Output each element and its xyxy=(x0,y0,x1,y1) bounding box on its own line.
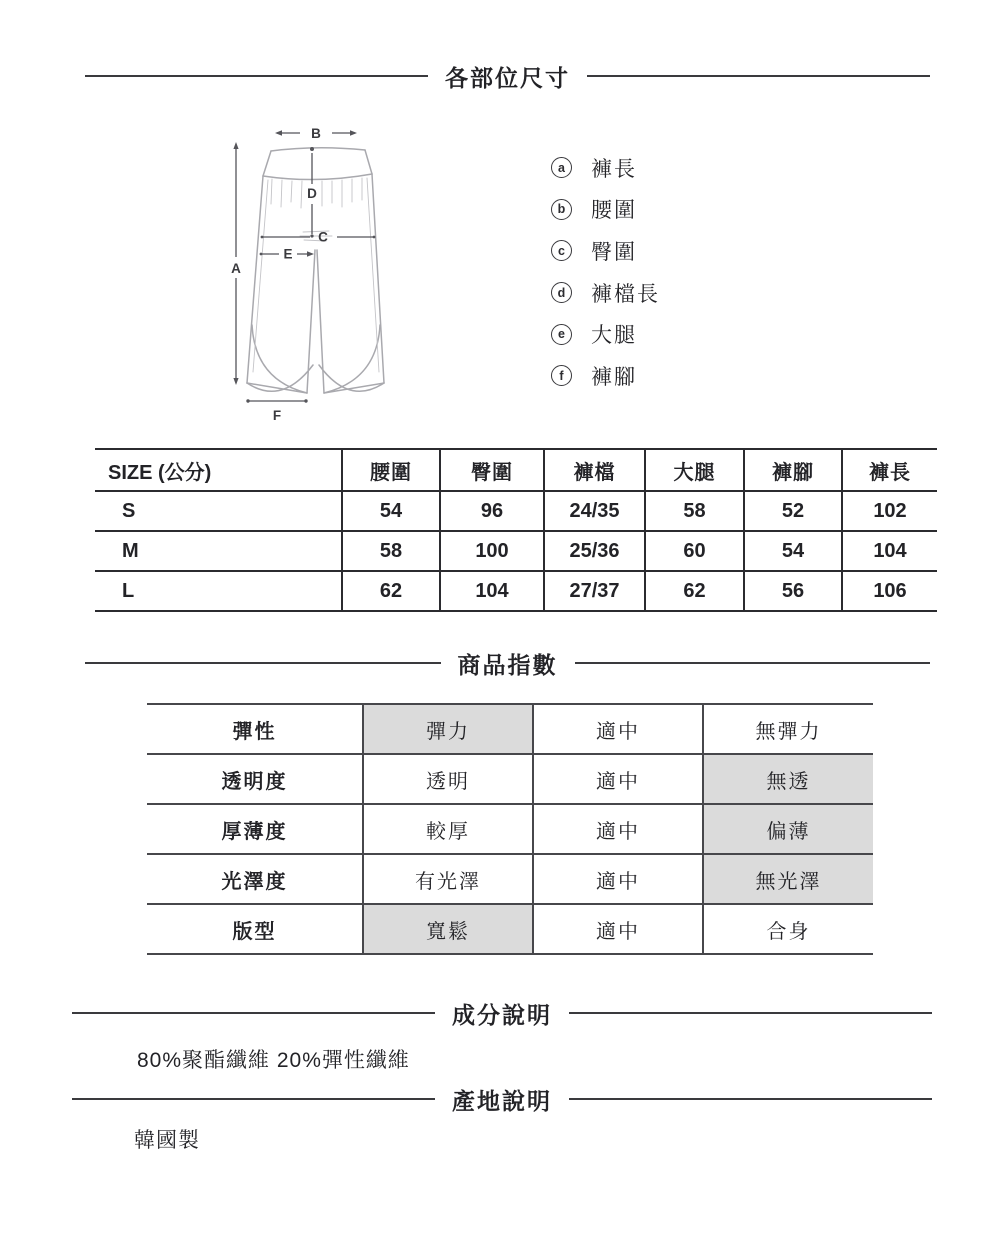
value-cell: 58 xyxy=(342,531,440,571)
size-cell: L xyxy=(122,579,135,602)
index-label-cell: 版型 xyxy=(232,920,277,943)
index-label-cell: 厚薄度 xyxy=(221,820,288,843)
index-table-row xyxy=(147,854,873,904)
value-cell: 27/37 xyxy=(544,571,645,611)
hem-petal-arcs xyxy=(252,325,380,393)
value-cell: 102 xyxy=(842,491,937,531)
legend-item xyxy=(551,230,660,272)
legend-label: 腰圍 xyxy=(591,199,637,223)
waistband-top-line xyxy=(271,148,365,151)
waistband-side-lines xyxy=(263,150,372,176)
index-option-cell: 無彈力 xyxy=(703,704,873,754)
index-table-row xyxy=(147,704,873,754)
legend-item xyxy=(551,355,660,397)
value-cell: 100 xyxy=(440,531,544,571)
divider-line xyxy=(85,75,428,77)
legend-key-icon: d xyxy=(551,282,572,303)
index-option-cell: 透明 xyxy=(363,754,533,804)
value-cell: 54 xyxy=(342,491,440,531)
size-cell: M xyxy=(122,539,139,562)
index-label-cell: 透明度 xyxy=(221,770,288,793)
value-cell: 54 xyxy=(744,531,842,571)
measure-label-a: A xyxy=(231,261,241,276)
measure-label-f: F xyxy=(272,408,282,423)
measure-label-c: C xyxy=(318,229,328,245)
section-header-measurements xyxy=(85,62,930,90)
index-option-cell: 適中 xyxy=(533,754,703,804)
measure-dot xyxy=(310,147,314,151)
size-table-header-cell: 臀圍 xyxy=(440,449,544,491)
divider-line xyxy=(72,1098,435,1100)
arrowhead-left-icon xyxy=(275,130,282,135)
arrowhead-down-icon xyxy=(233,378,238,385)
size-table-header-cell: 腰圍 xyxy=(342,449,440,491)
section-title-index: 商品指數 xyxy=(457,651,558,678)
legend-item xyxy=(551,147,660,189)
legend-label: 褲腳 xyxy=(591,365,637,389)
legend-label: 褲長 xyxy=(591,157,637,181)
measure-dot xyxy=(304,399,307,402)
size-table-header-cell: 褲長 xyxy=(842,449,937,491)
index-table-row xyxy=(147,804,873,854)
value-cell: 104 xyxy=(842,531,937,571)
value-cell: 106 xyxy=(842,571,937,611)
size-cell: S xyxy=(122,499,136,522)
size-table xyxy=(95,448,937,612)
measure-dot xyxy=(246,399,249,402)
index-option-cell: 適中 xyxy=(533,854,703,904)
divider-line xyxy=(575,662,931,664)
value-cell: 24/35 xyxy=(544,491,645,531)
value-cell: 25/36 xyxy=(544,531,645,571)
index-option-cell: 合身 xyxy=(703,904,873,954)
legend-key-icon: e xyxy=(551,324,572,345)
legend-item xyxy=(551,189,660,231)
value-cell: 62 xyxy=(342,571,440,611)
pants-diagram xyxy=(200,110,460,430)
section-header-index xyxy=(85,649,930,677)
index-option-cell: 適中 xyxy=(533,704,703,754)
seam-shading-lines xyxy=(253,178,379,372)
arrowhead-up-icon xyxy=(233,142,238,149)
outer-seams xyxy=(247,174,384,383)
index-label-cell: 光澤度 xyxy=(221,870,288,893)
size-table-header-cell: 褲檔 xyxy=(544,449,645,491)
index-option-cell-selected: 彈力 xyxy=(363,704,533,754)
inner-seams xyxy=(307,250,324,393)
size-table-header-cell: 褲腳 xyxy=(744,449,842,491)
legend-item xyxy=(551,313,660,355)
size-table-header-row xyxy=(95,449,937,491)
size-table-row xyxy=(95,491,937,531)
divider-line xyxy=(85,662,441,664)
legend-key-icon: a xyxy=(551,157,572,178)
legend-label: 褲檔長 xyxy=(591,282,660,306)
legend-key-icon: f xyxy=(551,365,572,386)
section-header-origin xyxy=(72,1085,932,1113)
waistband-bottom-line xyxy=(263,174,372,180)
value-cell: 56 xyxy=(744,571,842,611)
size-table-header-cell: 大腿 xyxy=(645,449,744,491)
legend-item xyxy=(551,272,660,314)
legend-label: 大腿 xyxy=(591,324,637,348)
size-table-row xyxy=(95,571,937,611)
index-option-cell: 適中 xyxy=(533,804,703,854)
arrowhead-right-icon xyxy=(350,130,357,135)
measure-label-b: B xyxy=(311,126,321,141)
measure-dot xyxy=(310,234,313,237)
section-title-origin: 產地說明 xyxy=(452,1087,552,1114)
index-table-row xyxy=(147,904,873,954)
value-cell: 62 xyxy=(645,571,744,611)
divider-line xyxy=(569,1098,932,1100)
size-table-row xyxy=(95,531,937,571)
arrowhead-right-icon xyxy=(307,251,314,256)
legend-key-icon: c xyxy=(551,240,572,261)
index-option-cell-selected: 偏薄 xyxy=(703,804,873,854)
origin-text: 韓國製 xyxy=(134,1129,200,1152)
value-cell: 96 xyxy=(440,491,544,531)
divider-line xyxy=(587,75,930,77)
index-table-row xyxy=(147,754,873,804)
value-cell: 58 xyxy=(645,491,744,531)
index-option-cell: 有光澤 xyxy=(363,854,533,904)
value-cell: 60 xyxy=(645,531,744,571)
index-label-cell: 彈性 xyxy=(232,720,277,743)
size-table-header-cell: SIZE (公分) xyxy=(108,461,212,484)
section-header-composition xyxy=(72,999,932,1027)
measurement-legend xyxy=(551,147,660,397)
divider-line xyxy=(72,1012,435,1014)
index-option-cell-selected: 無光澤 xyxy=(703,854,873,904)
section-title-composition: 成分說明 xyxy=(452,1001,552,1028)
measure-label-d: D xyxy=(307,186,317,201)
value-cell: 52 xyxy=(744,491,842,531)
value-cell: 104 xyxy=(440,571,544,611)
index-option-cell: 較厚 xyxy=(363,804,533,854)
section-title-measurements: 各部位尺寸 xyxy=(445,64,570,91)
product-index-table xyxy=(147,703,873,955)
index-option-cell-selected: 無透 xyxy=(703,754,873,804)
measure-label-e: E xyxy=(283,246,293,262)
composition-text: 80%聚酯纖維 20%彈性纖維 xyxy=(137,1049,410,1072)
legend-label: 臀圍 xyxy=(591,240,637,264)
divider-line xyxy=(569,1012,932,1014)
legend-key-icon: b xyxy=(551,199,572,220)
index-option-cell: 適中 xyxy=(533,904,703,954)
measure-dot xyxy=(373,236,376,239)
index-option-cell-selected: 寬鬆 xyxy=(363,904,533,954)
